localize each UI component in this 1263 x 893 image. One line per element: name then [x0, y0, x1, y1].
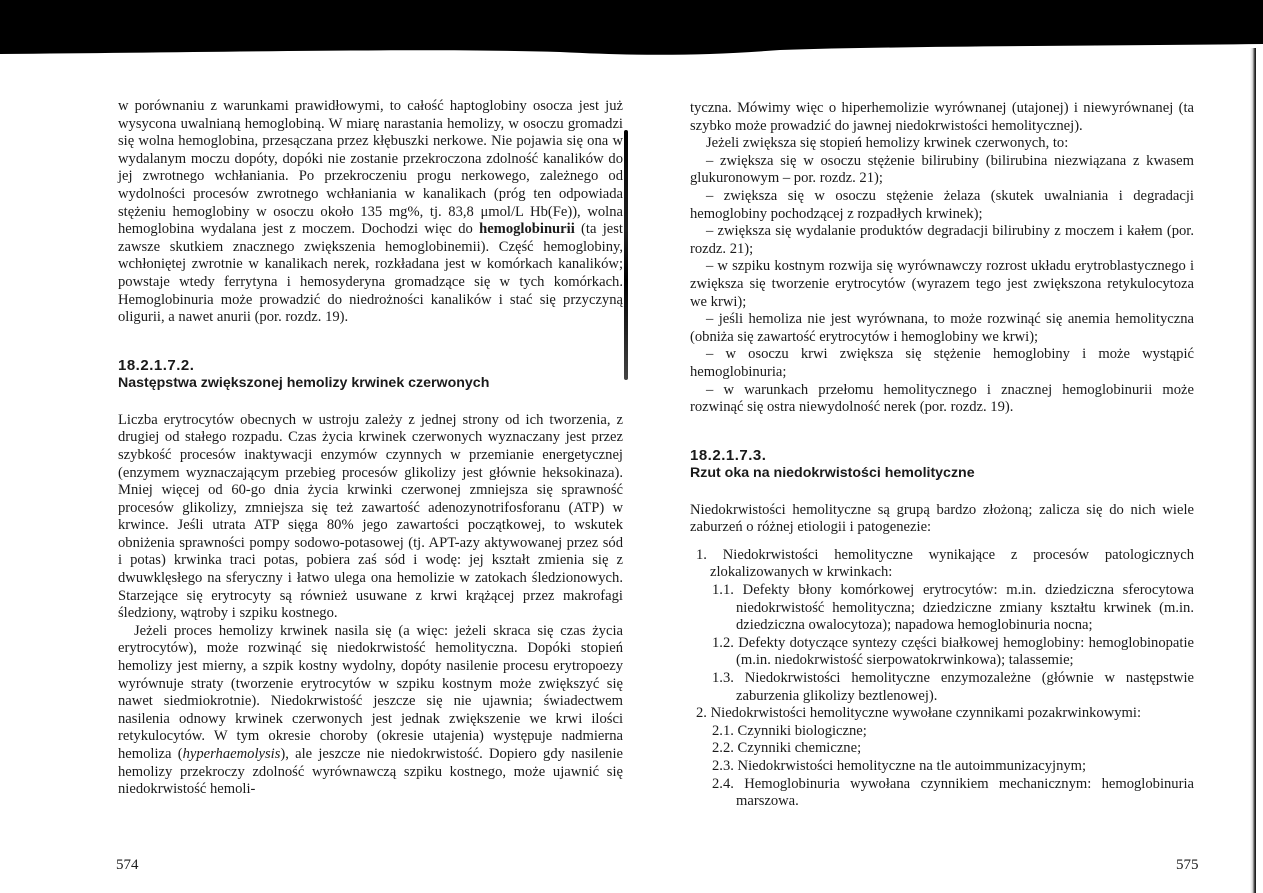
list-item: 1.2. Defekty dotyczące syntezy części białkowej hemoglobiny: hemoglobinopatie (m.in. niedokrwistość sierpowatokrwinkowa); talassemie;	[712, 634, 1194, 669]
text-span: (ta jest zawsze skutkiem znacznego zwiększenia hemoglobinemii). Część hemoglobiny, wchłoniętej zwrotnie w kanalikach nerek, rozkładana jest w komórkach kanalików; powstaje wtedy ferrytyna i hemosyderyna gromadzące się w tych komórkach. Hemoglobinuria może prowadzić do niedrożności kanalików i stać się przyczyną oligurii, a nawet anurii (por. rozdz. 19).	[118, 221, 623, 326]
left-paragraph-1	[118, 98, 623, 327]
left-paragraph-2: Liczba erytrocytów obecnych w ustroju zależy z jednej strony od ich tworzenia, z drugiej od stałego rozpadu. Czas życia krwinek czerwonych wyznaczany jest przez szybkość procesów inaktywacji enzymów czynnych w przemianie energetycznej (enzymem wyznaczającym przebieg procesów glikolizy jest głównie heksokinaza). Mniej więcej od 60-go dnia życia krwinki czerwonej zmniejsza się sprawność procesów glikolizy, zmniejsza się też zawartość adenozynotrifosforanu (ATP) w krwince. Jeśli utrata ATP sięga 80% jego zawartości początkowej, to wskutek obniżenia sprawności pompy sodowo-potasowej (tj. APT-azy aktywowanej przez sód i potas) krwinka traci potas, pobiera zaś sód i wodę: jej kształt zmienia się z dwuwklęsłego na sferyczny i łatwo ulega ona hemolizie w zatokach śledzionowych. Starzejące się erytrocyty są również usuwane z krwi krążącej przez makrofagi śledziony, wątroby i szpiku kostnego.	[118, 411, 623, 622]
list-item: 1.3. Niedokrwistości hemolityczne enzymozależne (głównie w następstwie zaburzenia glikolizy beztlenowej).	[712, 670, 1194, 704]
list-item: 2.1. Czynniki biologiczne;	[712, 722, 867, 739]
right-paragraph-2: Jeżeli zwiększa się stopień hemolizy krwinek czerwonych, to:	[706, 135, 1069, 152]
list-item: – jeśli hemoliza nie jest wyrównana, to może rozwinąć się anemia hemolityczna (obniża się zawartość erytrocytów i hemoglobiny we krwi);	[690, 311, 1194, 345]
left-paragraph-3	[118, 623, 623, 799]
book-spine-shadow	[624, 130, 628, 380]
classification-list	[690, 547, 1194, 811]
list-item: – w szpiku kostnym rozwija się wyrównawczy rozrost układu erytroblastycznego i zwiększa się tworzenie erytrocytów (wyrazem tego jest zwiększona retykulocytoza we krwi);	[690, 258, 1194, 310]
text-span: ), ale jeszcze nie niedokrwistość. Dopiero gdy nasilenie hemolizy przekroczy zdolność wyrównawczą szpiku kostnego, może ujawnić się niedokrwistość hemoli-	[118, 746, 623, 798]
list-item: – zwiększa się w osoczu stężenie bilirubiny (bilirubina niezwiązana z kwasem glukuronowym – por. rozdz. 21);	[690, 152, 1194, 187]
list-item: 1.1. Defekty błony komórkowej erytrocytów: m.in. dziedziczna sferocytowa niedokrwistość hemolityczna; dziedziczne zmiany kształtu krwinek (m.in. dziedziczna owalocytoza); napadowa hemoglobinuria nocna;	[712, 582, 1194, 634]
section-title: Następstwa zwiększonej hemolizy krwinek czerwonych	[118, 374, 490, 391]
list-heading: 2. Niedokrwistości hemolityczne wywołane czynnikami pozakrwinkowymi:	[696, 705, 1142, 722]
section-title: Rzut oka na niedokrwistości hemolityczne	[690, 464, 975, 481]
text-span: w porównaniu z warunkami prawidłowymi, to całość haptoglobiny osocza jest już wysycona uwalnianą hemoglobiną. W miarę narastania hemolizy, w osoczu gromadzi się wolna hemoglobina, przesączana przez kłębuszki nerkowe. Nie pojawia się ona w wydalanym moczu dopóty, dopóki nie zostanie przekroczona zdolność kanalików do jej zwrotnego wchłaniania. Po przekroczeniu progu nerkowego, zależnego od wydolności procesów zwrotnego wchłaniania w kanalikach (próg ten odpowiada stężeniu hemoglobiny w osoczu około 135 mg%, tj. 83,8 μmol/L Hb(Fe)), wolna hemoglobina wydalana jest z moczem. Dochodzi więc do	[118, 98, 623, 238]
bold-term: hemoglobinurii	[479, 221, 575, 238]
list-item: 2.4. Hemoglobinuria wywołana czynnikiem mechanicznym: hemoglobinuria marszowa.	[712, 775, 1194, 810]
section-number: 18.2.1.7.2.	[118, 356, 195, 374]
list-item: – w osoczu krwi zwiększa się stężenie hemoglobiny i może wystąpić hemoglobinuria;	[690, 346, 1194, 380]
scan-top-edge	[0, 38, 1263, 78]
consequence-list	[690, 153, 1194, 417]
list-item: 2.3. Niedokrwistości hemolityczne na tle autoimmunizacyjnym;	[712, 758, 1087, 774]
page-edge-shadow	[1250, 48, 1256, 893]
text-span: Jeżeli proces hemolizy krwinek nasila się (a więc: jeżeli skraca się czas życia erytrocytów), może rozwinąć się niedokrwistość hemolityczna. Dopóki stopień hemolizy jest mierny, a szpik kostny wydolny, dopóty nasilenie procesu erytropoezy wyrównuje straty (tworzenie erytrocytów w szpiku kostnym może zwiększyć się nawet siedmiokrotnie). Niedokrwistość jeszcze się nie ujawnia; świadectwem nasilenia odnowy krwinek czerwonych jest jednak zwiększenie we krwi ilości retykulocytów. W tym okresie choroby (okresie utajenia) występuje nadmierna hemoliza (	[118, 622, 623, 762]
list-item: – w warunkach przełomu hemolitycznego i znacznej hemoglobinurii może rozwinąć się ostra niewydolność nerek (por. rozdz. 19).	[690, 381, 1194, 416]
page-number-right: 575	[1176, 857, 1199, 873]
list-item: 2.2. Czynniki chemiczne;	[712, 740, 862, 757]
scan-top-edge-shape	[0, 38, 1263, 55]
right-paragraph-3: Niedokrwistości hemolityczne są grupą bardzo złożoną; zalicza się do nich wiele zaburzeń o różnej etiologii i patogenezie:	[690, 501, 1194, 536]
italic-term: hyperhaemolysis	[182, 746, 281, 762]
right-page	[690, 100, 1194, 811]
section-number: 18.2.1.7.3.	[690, 446, 767, 464]
list-heading: 1. Niedokrwistości hemolityczne wynikające z procesów patologicznych zlokalizowanych w krwinkach:	[696, 546, 1194, 581]
left-page	[118, 98, 623, 799]
right-paragraph-1: tyczna. Mówimy więc o hiperhemolizie wyrównanej (utajonej) i niewyrównanej (ta szybko może prowadzić do jawnej niedokrwistości hemolitycznej).	[690, 100, 1194, 134]
list-item: – zwiększa się wydalanie produktów degradacji bilirubiny z moczem i kałem (por. rozdz. 21);	[690, 223, 1194, 257]
list-item: – zwiększa się w osoczu stężenie żelaza (skutek uwalniania i degradacji hemoglobiny pochodzącej z rozpadłych krwinek);	[690, 187, 1194, 222]
page-number-left: 574	[116, 857, 139, 873]
